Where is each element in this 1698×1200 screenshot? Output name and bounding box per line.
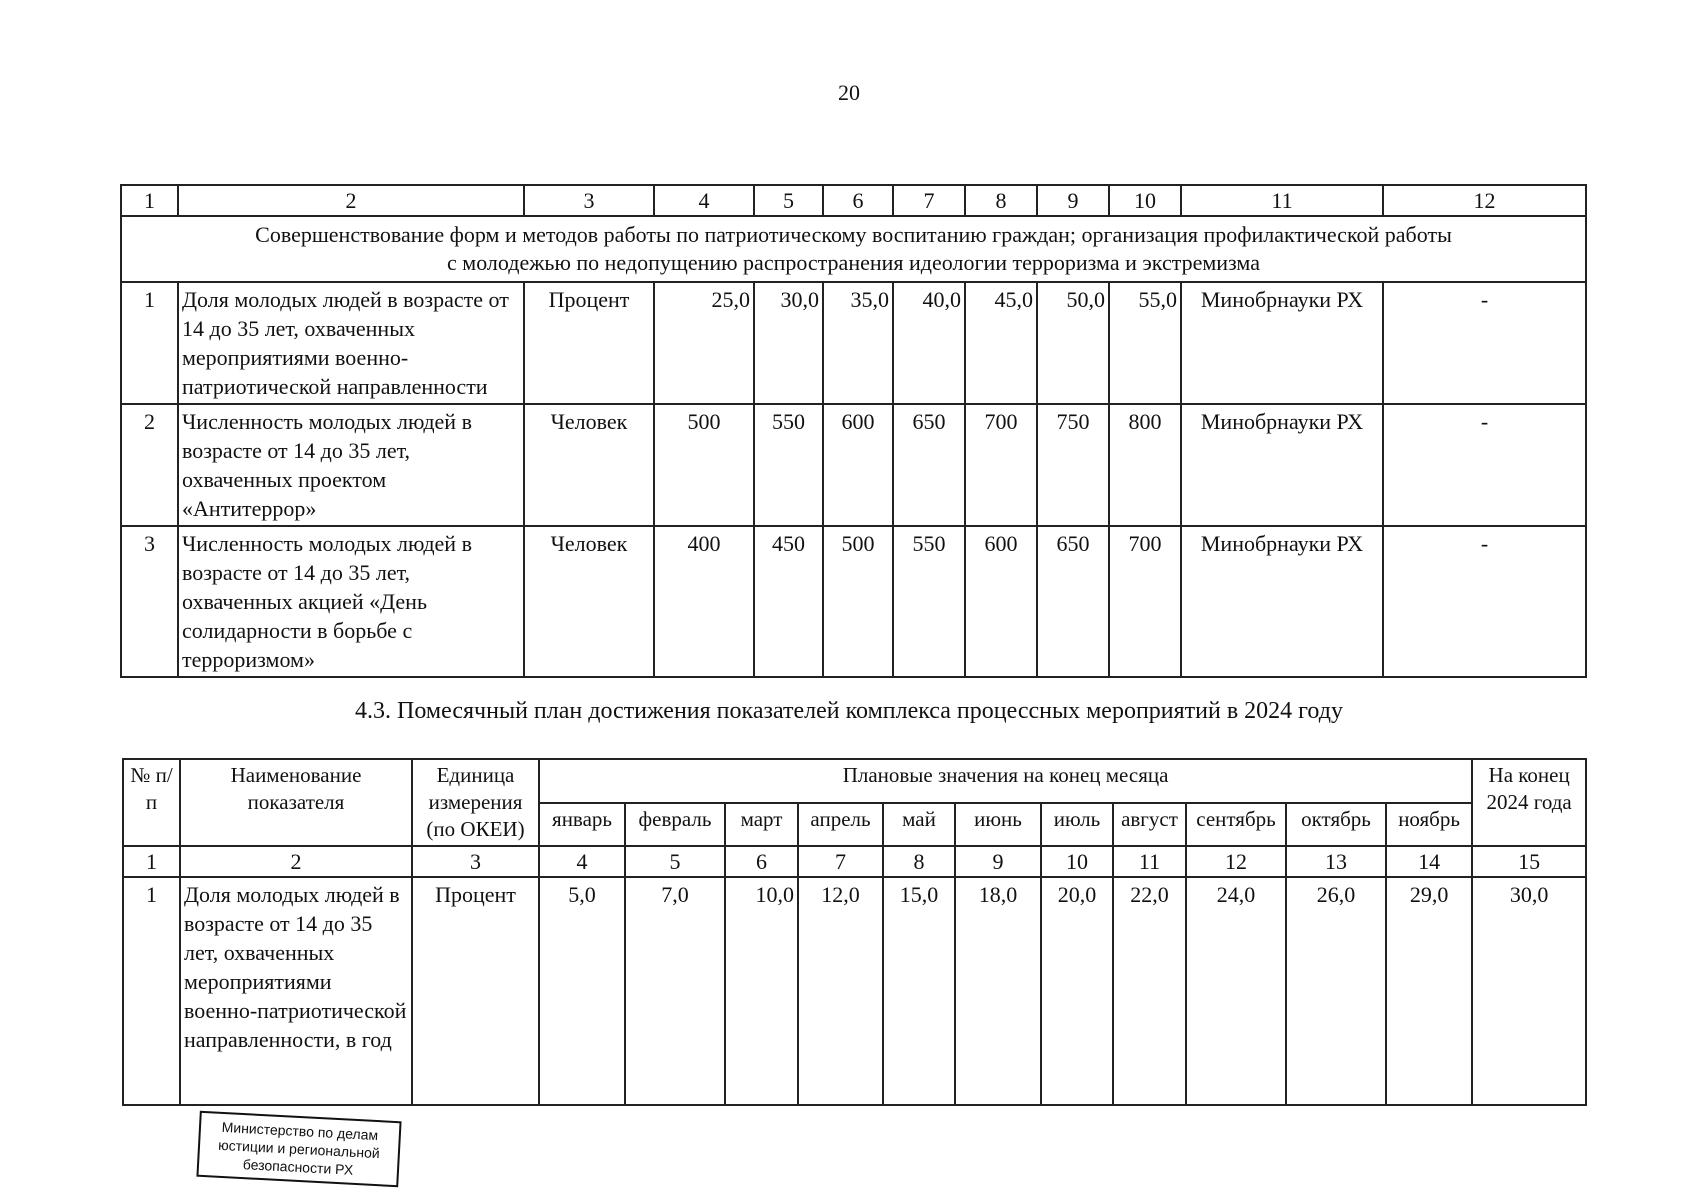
month-value: 18,0 bbox=[955, 877, 1041, 1105]
month-value: 20,0 bbox=[1041, 877, 1113, 1105]
col-number: 11 bbox=[1113, 846, 1186, 877]
col-number: 11 bbox=[1181, 185, 1383, 216]
col-number: 5 bbox=[625, 846, 725, 877]
month-header: ноябрь bbox=[1386, 803, 1472, 847]
value: 400 bbox=[654, 526, 754, 677]
header-name: Наименование показателя bbox=[180, 759, 412, 846]
col-number: 2 bbox=[178, 185, 524, 216]
col-number: 4 bbox=[654, 185, 754, 216]
header-end: На конец 2024 года bbox=[1472, 759, 1586, 846]
value: 50,0 bbox=[1037, 282, 1109, 404]
monthly-plan-table bbox=[122, 758, 1587, 1106]
col-number: 7 bbox=[893, 185, 965, 216]
section-title bbox=[121, 216, 1586, 282]
col-number: 3 bbox=[524, 185, 654, 216]
value: 800 bbox=[1109, 404, 1181, 526]
value: 40,0 bbox=[893, 282, 965, 404]
value: 450 bbox=[754, 526, 823, 677]
header-num: № п/п bbox=[123, 759, 180, 846]
indicators-table bbox=[120, 184, 1587, 678]
indicator-name: Численность молодых людей в возрасте от 14 до 35 лет, охваченных проектом «Антитеррор» bbox=[178, 404, 524, 526]
section-title-line: с молодежью по недопущению распространения идеологии терроризма и экстремизма bbox=[447, 250, 1260, 275]
month-header: май bbox=[883, 803, 955, 847]
month-value: 7,0 bbox=[625, 877, 725, 1105]
month-header: сентябрь bbox=[1186, 803, 1286, 847]
value: 500 bbox=[654, 404, 754, 526]
month-value: 24,0 bbox=[1186, 877, 1286, 1105]
header-unit: Единица измерения (по ОКЕИ) bbox=[412, 759, 539, 846]
row-number: 3 bbox=[121, 526, 178, 677]
section-title-line: Совершенствование форм и методов работы по патриотическому воспитанию граждан; организация профилактической работы bbox=[255, 222, 1452, 247]
col-number: 8 bbox=[883, 846, 955, 877]
indicator-name: Доля молодых людей в возрасте от 14 до 35 лет, охваченных мероприятиями военно-патриотической направленности bbox=[178, 282, 524, 404]
month-header: февраль bbox=[625, 803, 725, 847]
value: 30,0 bbox=[754, 282, 823, 404]
ministry-stamp bbox=[196, 1111, 401, 1187]
table-row bbox=[121, 282, 1586, 404]
month-value: 10,0 bbox=[725, 877, 798, 1105]
page-number: 20 bbox=[838, 80, 860, 105]
month-value: 26,0 bbox=[1286, 877, 1386, 1105]
row-number: 2 bbox=[121, 404, 178, 526]
extra: - bbox=[1383, 282, 1586, 404]
col-number: 3 bbox=[412, 846, 539, 877]
table-row bbox=[121, 404, 1586, 526]
col-number: 6 bbox=[725, 846, 798, 877]
stamp-line: юстиции и региональной bbox=[217, 1136, 381, 1162]
header-row bbox=[123, 759, 1586, 803]
value: 55,0 bbox=[1109, 282, 1181, 404]
month-value: 29,0 bbox=[1386, 877, 1472, 1105]
unit: Человек bbox=[524, 404, 654, 526]
col-number: 15 bbox=[1472, 846, 1586, 877]
col-number: 10 bbox=[1109, 185, 1181, 216]
month-value: 12,0 bbox=[798, 877, 883, 1105]
header-plan: Плановые значения на конец месяца bbox=[539, 759, 1472, 803]
responsible: Минобрнауки РХ bbox=[1181, 282, 1383, 404]
value: 600 bbox=[823, 404, 893, 526]
value: 700 bbox=[1109, 526, 1181, 677]
col-number: 14 bbox=[1386, 846, 1472, 877]
row-number: 1 bbox=[121, 282, 178, 404]
value: 550 bbox=[754, 404, 823, 526]
month-header: июль bbox=[1041, 803, 1113, 847]
section-heading: 4.3. Помесячный план достижения показателей комплекса процессных мероприятий в 2024 году bbox=[355, 698, 1343, 724]
value: 750 bbox=[1037, 404, 1109, 526]
stamp-line: безопасности РХ bbox=[242, 1156, 354, 1178]
col-number: 13 bbox=[1286, 846, 1386, 877]
month-header: октябрь bbox=[1286, 803, 1386, 847]
indicator-name: Численность молодых людей в возрасте от 14 до 35 лет, охваченных акцией «День солидарности в борьбе с терроризмом» bbox=[178, 526, 524, 677]
col-number: 9 bbox=[1037, 185, 1109, 216]
month-header: апрель bbox=[798, 803, 883, 847]
col-number: 4 bbox=[539, 846, 625, 877]
value: 600 bbox=[965, 526, 1037, 677]
extra: - bbox=[1383, 526, 1586, 677]
value: 700 bbox=[965, 404, 1037, 526]
col-number: 9 bbox=[955, 846, 1041, 877]
col-number: 12 bbox=[1186, 846, 1286, 877]
column-number-row bbox=[121, 185, 1586, 216]
col-number: 10 bbox=[1041, 846, 1113, 877]
col-number: 12 bbox=[1383, 185, 1586, 216]
unit: Человек bbox=[524, 526, 654, 677]
month-value: 15,0 bbox=[883, 877, 955, 1105]
col-number: 1 bbox=[121, 185, 178, 216]
month-header: март bbox=[725, 803, 798, 847]
month-header: август bbox=[1113, 803, 1186, 847]
value: 45,0 bbox=[965, 282, 1037, 404]
month-header: январь bbox=[539, 803, 625, 847]
value: 650 bbox=[893, 404, 965, 526]
col-number: 7 bbox=[798, 846, 883, 877]
col-number: 8 bbox=[965, 185, 1037, 216]
unit: Процент bbox=[412, 877, 539, 1105]
value: 25,0 bbox=[654, 282, 754, 404]
month-header: июнь bbox=[955, 803, 1041, 847]
value: 650 bbox=[1037, 526, 1109, 677]
stamp-line: Министерство по делам bbox=[221, 1118, 379, 1144]
year-end-value: 30,0 bbox=[1472, 877, 1586, 1105]
section-title-row bbox=[121, 216, 1586, 282]
col-number: 6 bbox=[823, 185, 893, 216]
responsible: Минобрнауки РХ bbox=[1181, 404, 1383, 526]
value: 500 bbox=[823, 526, 893, 677]
table-row bbox=[123, 877, 1586, 1105]
month-value: 5,0 bbox=[539, 877, 625, 1105]
value: 550 bbox=[893, 526, 965, 677]
row-number: 1 bbox=[123, 877, 180, 1105]
col-number: 5 bbox=[754, 185, 823, 216]
responsible: Минобрнауки РХ bbox=[1181, 526, 1383, 677]
col-number: 2 bbox=[180, 846, 412, 877]
table-row bbox=[121, 526, 1586, 677]
unit: Процент bbox=[524, 282, 654, 404]
indicator-name: Доля молодых людей в возрасте от 14 до 35 лет, охваченных мероприятиями военно-патриотической направленности, в год bbox=[180, 877, 412, 1105]
value: 35,0 bbox=[823, 282, 893, 404]
col-number: 1 bbox=[123, 846, 180, 877]
extra: - bbox=[1383, 404, 1586, 526]
month-value: 22,0 bbox=[1113, 877, 1186, 1105]
column-number-row bbox=[123, 846, 1586, 877]
